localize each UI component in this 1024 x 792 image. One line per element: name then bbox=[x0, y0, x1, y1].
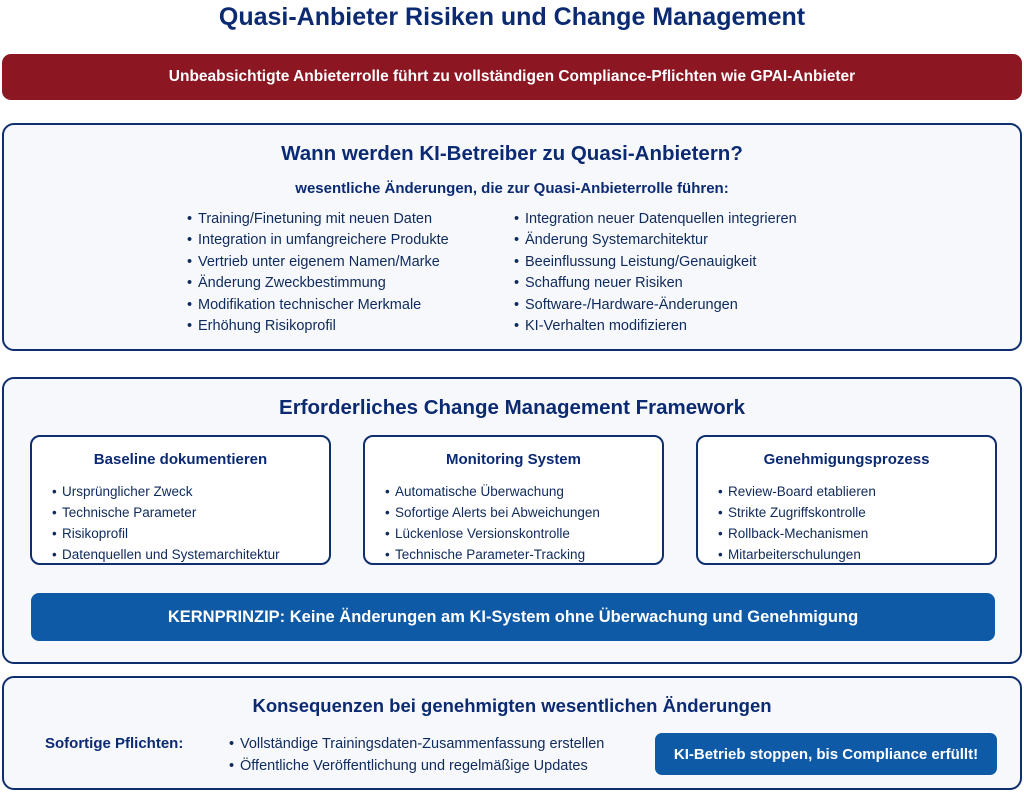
section-heading: Wann werden KI-Betreiber zu Quasi-Anbietern? bbox=[281, 142, 743, 165]
list-item: • Technische Parameter-Tracking bbox=[385, 544, 600, 565]
card-list bbox=[385, 481, 600, 565]
list-item: • KI-Verhalten modifizieren bbox=[514, 316, 797, 337]
list-item: • Beeinflussung Leistung/Genauigkeit bbox=[514, 252, 797, 273]
list-item: • Vertrieb unter eigenem Namen/Marke bbox=[187, 252, 449, 273]
baseline-card bbox=[30, 435, 331, 565]
list-item: • Vollständige Trainingsdaten-Zusammenfassung erstellen bbox=[229, 734, 604, 756]
approval-process-card bbox=[696, 435, 997, 565]
list-item: • Integration neuer Datenquellen integrieren bbox=[514, 209, 797, 230]
list-item: • Training/Finetuning mit neuen Daten bbox=[187, 209, 449, 230]
list-item: • Rollback-Mechanismen bbox=[718, 523, 876, 544]
section-heading: Konsequenzen bei genehmigten wesentlichen Änderungen bbox=[252, 695, 772, 716]
list-item: • Öffentliche Veröffentlichung und regelmäßige Updates bbox=[229, 756, 604, 778]
core-principle-text: KERNPRINZIP: Keine Änderungen am KI-System ohne Überwachung und Genehmigung bbox=[167, 607, 859, 626]
changes-list-right bbox=[514, 209, 797, 337]
list-item: • Automatische Überwachung bbox=[385, 481, 600, 502]
duties-list bbox=[229, 734, 604, 777]
list-item: • Lückenlose Versionskontrolle bbox=[385, 523, 600, 544]
list-item: • Technische Parameter bbox=[52, 502, 280, 523]
stop-operation-text: KI-Betrieb stoppen, bis Compliance erfüllt! bbox=[673, 745, 979, 763]
changes-list-left bbox=[187, 209, 449, 337]
list-item: • Sofortige Alerts bei Abweichungen bbox=[385, 502, 600, 523]
list-item: • Datenquellen und Systemarchitektur bbox=[52, 544, 280, 565]
card-list bbox=[52, 481, 280, 565]
list-item: • Risikoprofil bbox=[52, 523, 280, 544]
list-item: • Änderung Systemarchitektur bbox=[514, 230, 797, 251]
change-management-framework-panel bbox=[2, 377, 1022, 664]
list-item: • Ursprünglicher Zweck bbox=[52, 481, 280, 502]
card-title: Monitoring System bbox=[445, 451, 581, 468]
warning-banner bbox=[2, 54, 1022, 100]
list-item: • Änderung Zweckbestimmung bbox=[187, 273, 449, 294]
list-item: • Integration in umfangreichere Produkte bbox=[187, 230, 449, 251]
warning-banner-text: Unbeabsichtigte Anbieterrolle führt zu vollständigen Compliance-Pflichten wie GPAI-Anbieter bbox=[168, 68, 856, 85]
list-item: • Software-/Hardware-Änderungen bbox=[514, 295, 797, 316]
consequences-panel bbox=[2, 676, 1022, 790]
list-item: • Erhöhung Risikoprofil bbox=[187, 316, 449, 337]
stop-operation-callout bbox=[655, 733, 997, 775]
card-list bbox=[718, 481, 876, 565]
list-item: • Schaffung neuer Risiken bbox=[514, 273, 797, 294]
card-title: Baseline dokumentieren bbox=[93, 451, 268, 468]
list-item: • Strikte Zugriffskontrolle bbox=[718, 502, 876, 523]
immediate-duties-label: Sofortige Pflichten: bbox=[45, 735, 184, 752]
quasi-provider-conditions-panel bbox=[2, 123, 1022, 351]
list-item: • Mitarbeiterschulungen bbox=[718, 544, 876, 565]
list-item: • Review-Board etablieren bbox=[718, 481, 876, 502]
page-title: Quasi-Anbieter Risiken und Change Management bbox=[218, 3, 806, 31]
core-principle-bar bbox=[31, 593, 995, 641]
section-subheading: wesentliche Änderungen, die zur Quasi-Anbieterrolle führen: bbox=[295, 180, 729, 197]
list-item: • Modifikation technischer Merkmale bbox=[187, 295, 449, 316]
card-title: Genehmigungsprozess bbox=[763, 451, 930, 468]
section-heading: Erforderliches Change Management Framework bbox=[279, 396, 745, 419]
monitoring-card bbox=[363, 435, 664, 565]
